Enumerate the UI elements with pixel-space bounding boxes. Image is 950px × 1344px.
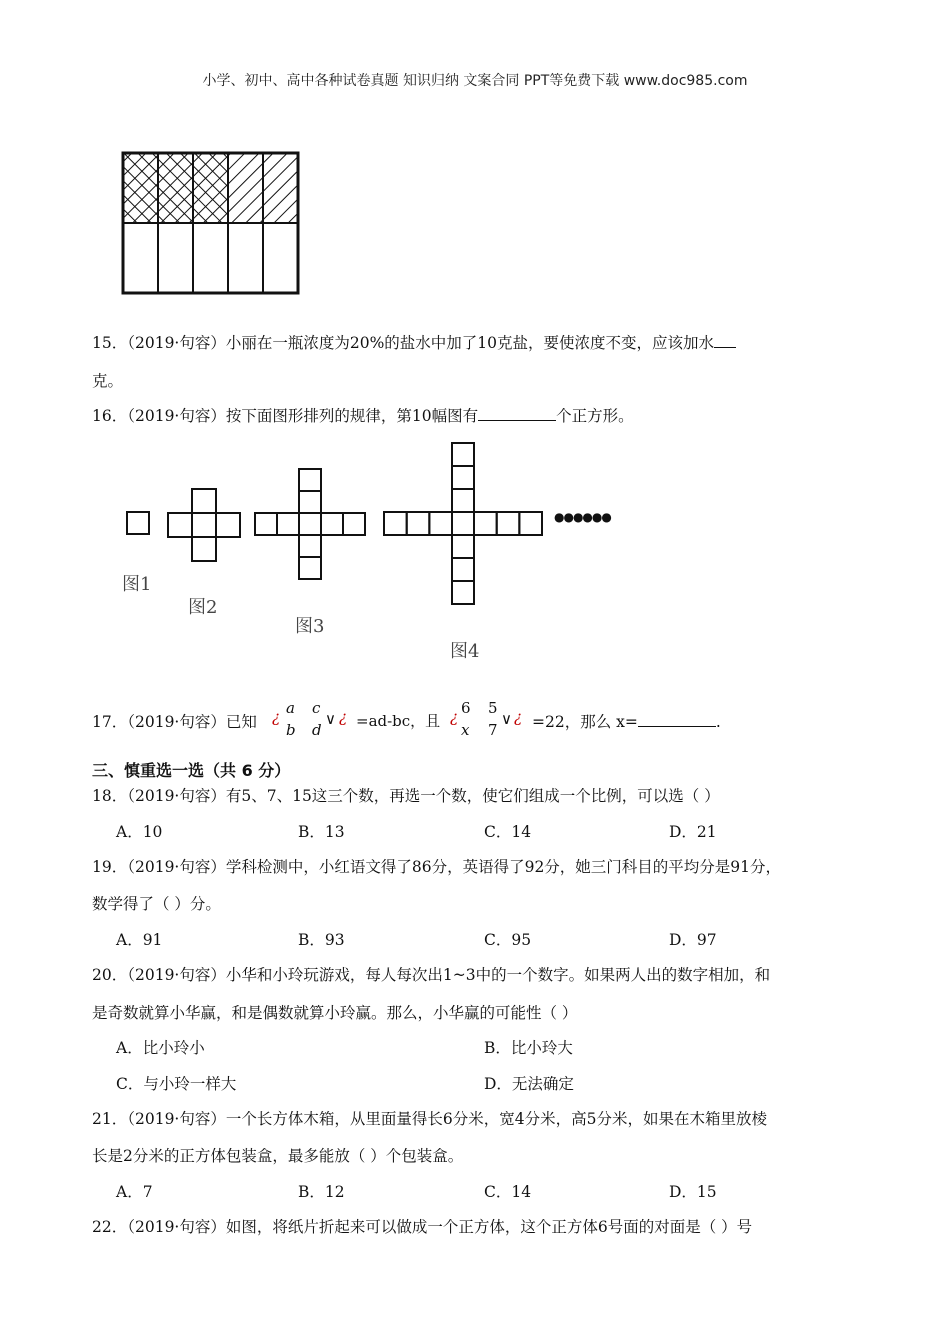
q17-b: b: [286, 721, 296, 739]
question-18: 18．（2019·句容）有5、7、15这三个数，再选一个数，使它们组成一个比例，可以选（ ）: [92, 787, 720, 805]
q21-option-d: D．15: [669, 1183, 717, 1201]
q17-symbol-2: ¿: [339, 708, 348, 726]
q20-option-b: B．比小玲大: [484, 1039, 573, 1057]
q18-option-a: A．10: [116, 823, 163, 841]
q20-option-d: D．无法确定: [484, 1075, 574, 1093]
q17-c: c: [312, 699, 321, 717]
figure-label-3: 图3: [295, 616, 325, 637]
q21-option-b: B．12: [298, 1183, 345, 1201]
q19-option-d: D．97: [669, 931, 717, 949]
question-21: 21．（2019·句容）一个长方体木箱，从里面量得长6分米，宽4分米，高5分米，如果在木箱里放棱: [92, 1110, 767, 1128]
q20-option-c: C．与小玲一样大: [116, 1075, 237, 1093]
q17-formula: =ad-bc，且: [356, 712, 441, 730]
q17-answer: =22，那么 x= .: [532, 713, 721, 731]
question-21-line2: 长是2分米的正方体包装盒，最多能放（ ）个包装盒。: [92, 1147, 464, 1165]
q21-option-c: C．14: [484, 1183, 532, 1201]
question-15: 15．（2019·句容）小丽在一瓶浓度为20%的盐水中加了10克盐，要使浓度不变，应该加水: [92, 331, 736, 353]
q17-m1: 6: [461, 699, 471, 717]
q20-option-a: A．比小玲小: [116, 1039, 205, 1057]
q19-option-a: A．91: [116, 931, 163, 949]
question-19: 19．（2019·句容）学科检测中，小红语文得了86分，英语得了92分，她三门科目的平均分是91分，: [92, 858, 782, 876]
q18-option-c: C．14: [484, 823, 532, 841]
q17-a: a: [286, 699, 295, 717]
question-19-line2: 数学得了（ ）分。: [92, 895, 221, 913]
q17-d: d: [312, 721, 322, 739]
q17-m3: 5: [488, 699, 498, 717]
q17-symbol-4: ¿: [514, 708, 523, 726]
q17-or-2: ∨: [501, 710, 512, 728]
q21-option-a: A．7: [116, 1183, 153, 1201]
figure-label-4: 图4: [450, 641, 480, 662]
question-20: 20．（2019·句容）小华和小玲玩游戏，每人每次出1~3中的一个数字。如果两人出的数字相加，和: [92, 966, 771, 984]
section-3-title: 三、慎重选一选（共 6 分）: [92, 761, 291, 780]
page-header: 小学、初中、高中各种试卷真题 知识归纳 文案合同 PPT等免费下载 www.doc985.com: [202, 73, 748, 89]
q17-m2: x: [461, 721, 470, 739]
q19-option-c: C．95: [484, 931, 532, 949]
question-16: 16．（2019·句容）按下面图形排列的规律，第10幅图有 个正方形。: [92, 407, 634, 425]
q17-or-1: ∨: [325, 710, 336, 728]
q18-option-b: B．13: [298, 823, 345, 841]
q18-option-d: D．21: [669, 823, 717, 841]
question-20-line2: 是奇数就算小华赢，和是偶数就算小玲赢。那么，小华赢的可能性（ ）: [92, 1004, 578, 1022]
continuation-dots: ●●●●●●: [554, 510, 611, 524]
q17-m4: 7: [488, 721, 498, 739]
figure-label-2: 图2: [188, 597, 218, 618]
question-17: 17．（2019·句容）已知: [92, 713, 257, 731]
question-15-line2: 克。: [92, 372, 124, 390]
q17-symbol-3: ¿: [450, 708, 459, 726]
question-22: 22．（2019·句容）如图，将纸片折起来可以做成一个正方体，这个正方体6号面的对面是（ ）号: [92, 1218, 753, 1236]
figure-label-1: 图1: [122, 574, 152, 595]
square-pattern-figures: [120, 440, 620, 670]
hatched-grid-figure: [120, 150, 304, 296]
q17-symbol-1: ¿: [272, 708, 281, 726]
q19-option-b: B．93: [298, 931, 345, 949]
